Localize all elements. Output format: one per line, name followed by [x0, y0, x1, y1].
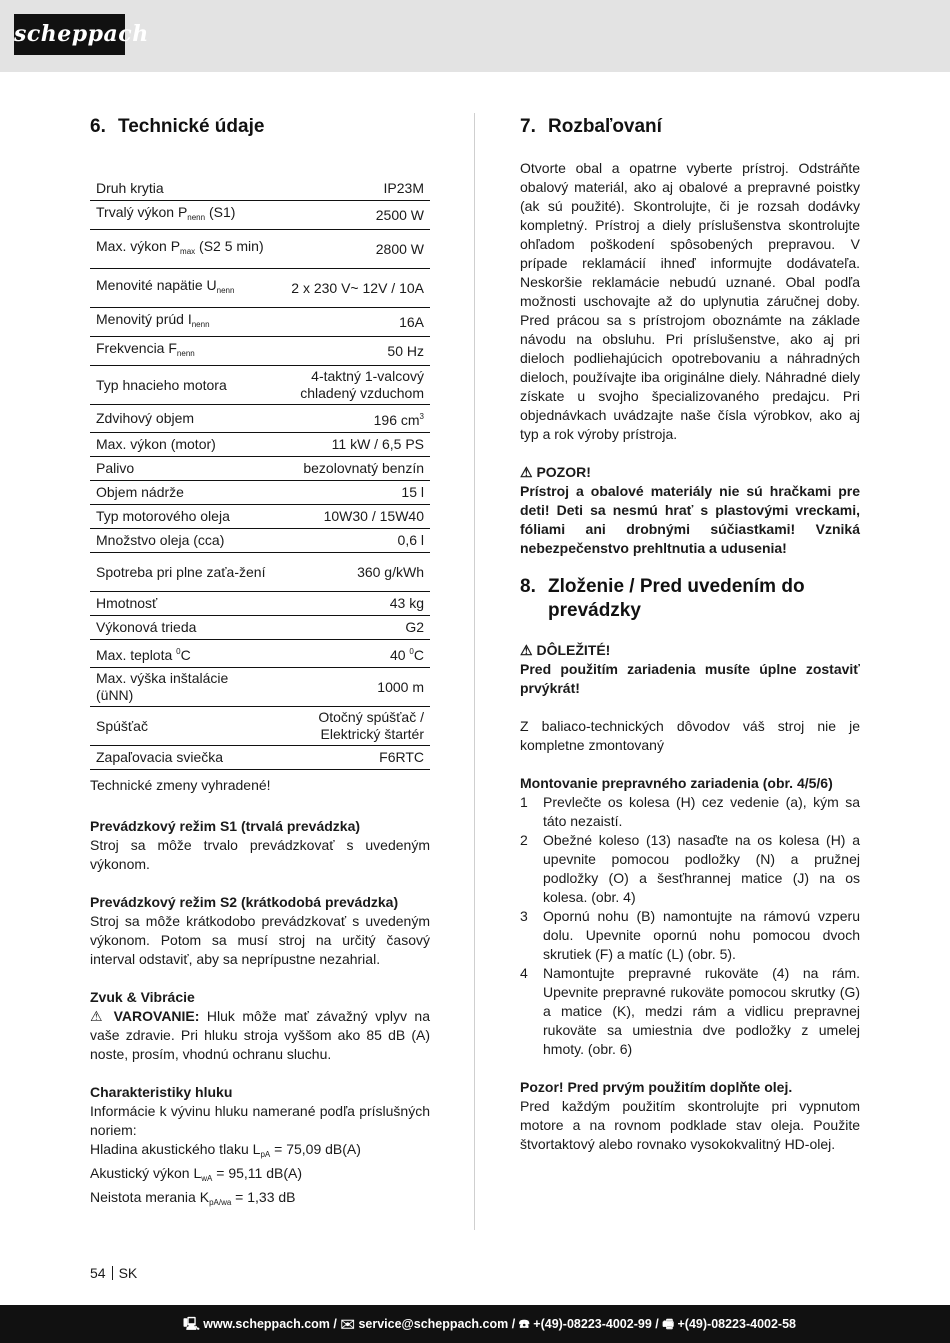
list-item [520, 831, 860, 907]
spec-row [90, 177, 430, 201]
spec-row [90, 405, 430, 433]
spec-value-text: 40 [389, 647, 410, 663]
mail-icon: ✉ [340, 1317, 355, 1331]
spec-value-text: IP23M [383, 180, 424, 196]
spec-label-text: Výkonová trieda [96, 619, 197, 635]
spec-value-text: 10W30 / 15W40 [323, 508, 424, 524]
s2-text: Stroj sa môže krátkodobo prevádzkovať s uvedeným výkonom. Potom sa musí stroj na určitý časový interval odstaviť, aby sa neprípustne nezahrial. [90, 913, 430, 967]
spec-label [90, 746, 272, 770]
spec-label-text: Palivo [96, 460, 135, 476]
spec-label-text: Menovitý prúd I [96, 311, 192, 327]
spec-row [90, 433, 430, 457]
spec-value [272, 201, 430, 230]
spec-row [90, 505, 430, 529]
spec-value [272, 269, 430, 308]
spec-label-text: Typ hnacieho motora [96, 376, 227, 393]
spec-value [272, 177, 430, 201]
spec-value-text: bezolovnatý benzín [303, 460, 424, 476]
step-number: 3 [520, 908, 528, 924]
phone-icon: ☎ [518, 1317, 530, 1331]
page-number: 54 SK [90, 1265, 138, 1281]
spec-value-text: G2 [405, 619, 424, 635]
spec-value-text: 1000 m [377, 678, 424, 695]
spec-label [90, 457, 272, 481]
spec-value-text: 2 x 230 V~ 12V / 10A [291, 279, 424, 296]
spec-row [90, 230, 430, 269]
footer-bar: 🖳 www.scheppach.com / ✉ service@scheppach.com / ☎ +(49)-08223-4002-99 / 🖷 +(49)-08223-4002-58 [0, 1305, 950, 1343]
spec-value [272, 746, 430, 770]
spec-value-text: 11 kW / 6,5 PS [331, 436, 424, 452]
s1-text: Stroj sa môže trvalo prevádzkovať s uvedeným výkonom. [90, 837, 430, 872]
spec-value-text: 4-taktný 1-valcový chladený vzduchom [300, 368, 424, 401]
spec-row [90, 481, 430, 505]
step-number: 4 [520, 965, 528, 981]
spec-label-text: Spotreba pri plne zaťa-žení [96, 563, 266, 580]
spec-label [90, 481, 272, 505]
oil-text: Pred každým použitím skontrolujte pri vypnutom motore a na rovnom podklade stav oleja. Použite štvortaktový alebo rovnako vysokokvalitný HD-olej. [520, 1098, 860, 1152]
section-6-heading: 6. Technické údaje [90, 116, 265, 137]
step-text: Obežné koleso (13) nasaďte na os kolesa (H) a upevnite pomocou podložky (N) a pružnej podložky (O) a šesťhrannej matice (J) na os kolesa. (obr. 4) [543, 832, 860, 905]
header-bar [0, 0, 950, 72]
phone-number[interactable]: +(49)-08223-4002-99 [533, 1317, 652, 1331]
spec-row [90, 668, 430, 707]
spec-label-subscript: max [180, 247, 196, 256]
spec-value [272, 616, 430, 640]
step-number: 1 [520, 794, 528, 810]
spec-label [90, 269, 272, 308]
spec-label-text: Typ motorového oleja [96, 508, 230, 524]
spec-label [90, 553, 272, 592]
brand-logo: scheppach [14, 14, 125, 55]
noise-warning: ⚠ VAROVANIE: Hluk môže mať závažný vplyv na vaše zdravie. Pri hluku stroja vyššom ako 85 dB (A) noste, prosím, vhodnú ochranu sluchu. [90, 1008, 430, 1062]
spec-value [272, 481, 430, 505]
left-column [90, 115, 430, 1212]
spec-label [90, 616, 272, 640]
step-text: Opornú nohu (B) namontujte na rámovú vzperu dolu. Upevnite opornú nohu pomocou dvoch skrutiek (F) a matíc (L) (obr. 5). [543, 908, 860, 962]
spec-label-text: Max. výška inštalácie (üNN) [96, 670, 229, 703]
spec-value [272, 337, 430, 366]
list-item [520, 793, 860, 831]
step-number: 2 [520, 832, 528, 848]
spec-label [90, 230, 272, 269]
spec-value-text: 196 cm [373, 412, 420, 428]
spec-value-text: 360 g/kWh [357, 563, 424, 580]
spec-label [90, 433, 272, 457]
spec-row [90, 269, 430, 308]
spec-label-superscript: 0 [176, 647, 181, 656]
column-divider [474, 113, 475, 1230]
spec-row [90, 457, 430, 481]
spec-label-text: Menovité napätie U [96, 277, 217, 293]
spec-row [90, 308, 430, 337]
spec-value [272, 553, 430, 592]
spec-label-subscript: nenn [216, 286, 235, 295]
spec-row [90, 337, 430, 366]
spec-label-subscript: nenn [191, 320, 210, 329]
spec-row [90, 640, 430, 668]
spec-label-text: Objem nádrže [96, 484, 184, 500]
important-title: ⚠ DÔLEŽITÉ! [520, 642, 611, 658]
spec-label-text: Max. teplota [96, 647, 177, 663]
spec-label [90, 668, 272, 707]
fax-number[interactable]: +(49)-08223-4002-58 [677, 1317, 796, 1331]
email-link[interactable]: service@scheppach.com [358, 1317, 509, 1331]
spec-value [272, 433, 430, 457]
spec-label-suffix: C [180, 647, 191, 663]
spec-value-text: 2500 W [375, 206, 424, 223]
spec-label-text: Max. výkon P [96, 238, 181, 254]
spec-label-text: Hmotnosť [96, 595, 158, 611]
oil-title: Pozor! Pred prvým použitím doplňte olej. [520, 1079, 793, 1095]
sound-power-level: Akustický výkon $L_{wA} = 95,11$ dB(A) [90, 1165, 303, 1183]
assembly-note: Z baliaco-technických dôvodov váš stroj nie je kompletne zmontovaný [520, 718, 860, 753]
spec-label [90, 505, 272, 529]
spec-value-superscript: 3 [419, 412, 424, 421]
spec-value [272, 230, 430, 269]
noise-title: Zvuk & Vibrácie [90, 989, 195, 1005]
assembly-steps [520, 793, 860, 1059]
website-link[interactable]: www.scheppach.com [203, 1317, 330, 1331]
s2-title: Prevádzkový režim S2 (krátkodobá prevádzka) [90, 894, 399, 910]
noise-char-intro: Informácie k vývinu hluku namerané podľa príslušných noriem: [90, 1103, 430, 1138]
fax-icon: 🖷 [662, 1317, 675, 1331]
spec-label [90, 707, 272, 746]
warning-icon: ⚠ [520, 642, 533, 658]
spec-row [90, 592, 430, 616]
right-column [520, 115, 860, 1154]
spec-value-text: 50 Hz [387, 342, 424, 359]
spec-label-suffix: (S2 5 min) [195, 238, 264, 254]
spec-row [90, 707, 430, 746]
unpacking-text: Otvorte obal a opatrne vyberte prístroj. Odstráňte obalový materiál, ako aj obalové a prepravné poistky (ak sú použité). Skontrolujte, či je rozsah dodávky kompletný. Prístroj a diely príslušenstva skontrolujte ohľadom poškodení spôsobených prepravou. V prípade reklamácií ihneď informujte dodávateľa. Neskoršie reklamácie nebudú uznané. Obal podľa možnosti uschovajte až do uplynutia záručnej doby. Pred prácou sa s prístrojom oboznámte na základe návodu na obsluhu. Pri príslušenstve, ako aj pri dieloch podliehajúcich opotrebovaniu a náhradných dieloch, používajte iba originálne diely. Náhradné diely získate u svojho špecializovaného predajcu. Pri objednávkach uvádzajte naše čísla výrobkov, ako aj typ a rok výroby prístroja. [520, 160, 860, 442]
spec-value-text: Otočný spúšťač / Elektrický štartér [318, 709, 424, 742]
caution-title: ⚠ POZOR! [520, 464, 591, 480]
section-7-heading: 7. Rozbaľovaní [520, 116, 662, 137]
spec-value [272, 457, 430, 481]
spec-label-text: Frekvencia F [96, 340, 177, 356]
spec-row [90, 201, 430, 230]
spec-value [272, 505, 430, 529]
spec-label-subscript: nenn [187, 213, 206, 222]
spec-label-text: Množstvo oleja (cca) [96, 532, 225, 548]
changes-note: Technické zmeny vyhradené! [90, 777, 271, 793]
spec-value-text: 0,6 l [397, 532, 424, 548]
spec-value [272, 668, 430, 707]
step-text: Prevlečte os kolesa (H) cez vedenie (a), kým sa táto nezaistí. [543, 794, 860, 829]
spec-label [90, 308, 272, 337]
spec-label-suffix: (S1) [205, 204, 236, 220]
spec-row [90, 616, 430, 640]
warning-icon: ⚠ [90, 1008, 107, 1024]
spec-value-text: F6RTC [379, 749, 424, 765]
list-item [520, 907, 860, 964]
spec-value-suffix: C [413, 647, 424, 663]
s1-title: Prevádzkový režim S1 (trvalá prevádzka) [90, 818, 361, 834]
spec-label [90, 337, 272, 366]
spec-value-text: 43 kg [389, 595, 424, 611]
spec-label [90, 592, 272, 616]
spec-value [272, 366, 430, 405]
spec-row [90, 553, 430, 592]
transport-title: Montovanie prepravného zariadenia (obr. 4/5/6) [520, 775, 833, 791]
spec-value-text: 2800 W [375, 240, 424, 257]
spec-row [90, 529, 430, 553]
spec-value-text: 16A [399, 313, 424, 330]
warning-icon: ⚠ [520, 464, 533, 480]
spec-value [272, 592, 430, 616]
spec-value-superscript: 0 [409, 647, 414, 656]
list-item [520, 964, 860, 1059]
step-text: Namontujte prepravné rukoväte (4) na rám. Upevnite prepravné rukoväte pomocou skrutky (G) a matice (K), medzi rám a vidlicu prepravnej rukoväte sa umiestnia dve podložky z umelej hmoty. (obr. 6) [543, 965, 860, 1057]
spec-value [272, 308, 430, 337]
spec-row [90, 366, 430, 405]
spec-value [272, 640, 430, 668]
spec-value [272, 405, 430, 433]
spec-label [90, 366, 272, 405]
spec-label [90, 177, 272, 201]
spec-value [272, 529, 430, 553]
spec-label-text: Druh krytia [96, 180, 164, 196]
important-text: Pred použitím zariadenia musíte úplne zostaviť prvýkrát! [520, 661, 860, 696]
spec-label [90, 201, 272, 230]
caution-text: Prístroj a obalové materiály nie sú hračkami pre deti! Deti sa nesmú hrať s plastovými vreckami, fóliami ani drobnými súčiastkami! Vzniká nebezpečenstvo prehltnutia a udusenia! [520, 483, 860, 556]
spec-label-text: Max. výkon (motor) [96, 436, 216, 452]
spec-label-text: Zapaľovacia sviečka [96, 749, 224, 765]
sound-pressure-level: Hladina akustického tlaku $L_{pA} = 75,09$ dB(A) [90, 1141, 361, 1159]
noise-char-title: Charakteristiky hluku [90, 1084, 233, 1100]
measurement-uncertainty: Neistota merania $K_{pA/wa} = 1,33$ dB [90, 1189, 296, 1207]
spec-value [272, 707, 430, 746]
computer-icon: 🖳 [183, 1317, 200, 1331]
spec-label-text: Zdvihový objem [96, 410, 195, 426]
spec-label-subscript: nenn [176, 349, 195, 358]
spec-row [90, 746, 430, 770]
spec-label [90, 529, 272, 553]
spec-label [90, 405, 272, 433]
spec-label [90, 640, 272, 668]
spec-label-text: Spúšťač [96, 717, 148, 734]
section-8-heading: 8. Zloženie / Pred uvedením do prevádzky [520, 576, 805, 621]
spec-table [90, 177, 430, 770]
spec-value-text: 15 l [401, 484, 424, 500]
spec-label-text: Trvalý výkon P [96, 204, 188, 220]
